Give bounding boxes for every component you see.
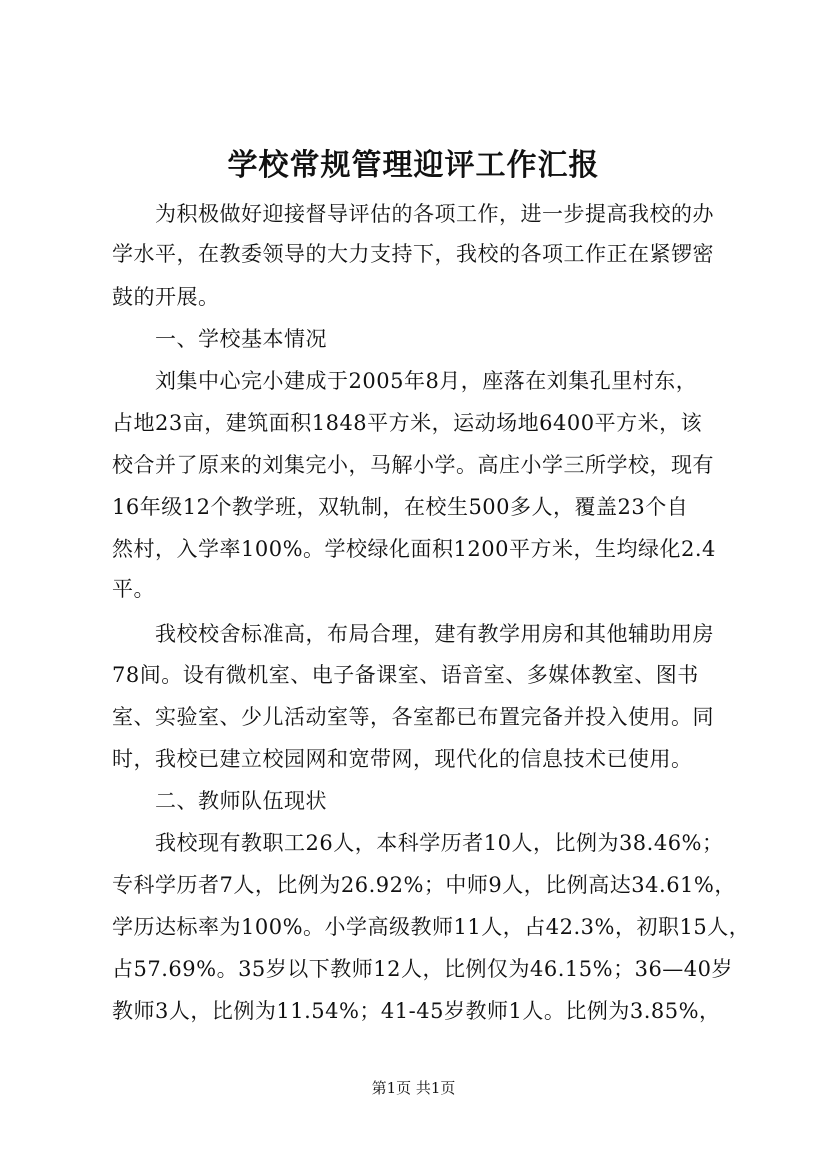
paragraph-line: 占57.69%。35岁以下教师12人，比例仅为46.15%；36—40岁 xyxy=(112,957,734,981)
paragraph-line: 刘集中心完小建成于2005年8月，座落在刘集孔里村东， xyxy=(155,369,698,393)
paragraph-line: 室、实验室、少儿活动室等，各室都已布置完备并投入使用。同 xyxy=(112,705,714,729)
paragraph-line: 鼓的开展。 xyxy=(112,285,220,309)
paragraph-line: 校合并了原来的刘集完小，马解小学。高庄小学三所学校，现有 xyxy=(112,453,714,477)
page-number: 第1页 共1页 xyxy=(371,1079,456,1097)
paragraph-line: 学历达标率为100%。小学高级教师11人，占42.3%，初职15人， xyxy=(112,915,751,939)
paragraph-line: 时，我校已建立校园网和宽带网，现代化的信息技术已使用。 xyxy=(112,747,693,771)
paragraph-line: 专科学历者7人，比例为26.92%；中师9人，比例高达34.61%， xyxy=(112,873,736,897)
section-heading: 一、学校基本情况 xyxy=(155,327,327,351)
paragraph-line: 我校现有教职工26人，本科学历者10人，比例为38.46%； xyxy=(155,831,724,855)
document-title: 学校常规管理迎评工作汇报 xyxy=(227,148,600,183)
paragraph-line: 学水平，在教委领导的大力支持下，我校的各项工作正在紧锣密 xyxy=(112,242,714,266)
paragraph-line: 占地23亩，建筑面积1848平方米，运动场地6400平方米，该 xyxy=(112,411,703,435)
paragraph-line: 我校校舍标准高，布局合理，建有教学用房和其他辅助用房 xyxy=(155,622,714,646)
section-heading: 二、教师队伍现状 xyxy=(155,789,327,813)
paragraph-line: 然村，入学率100%。学校绿化面积1200平方米，生均绿化2.4 xyxy=(112,537,716,561)
paragraph-line: 78间。设有微机室、电子备课室、语音室、多媒体教室、图书 xyxy=(112,663,699,687)
paragraph-line: 教师3人，比例为11.54%；41-45岁教师1人。比例为3.85%， xyxy=(112,999,721,1023)
paragraph-line: 平。 xyxy=(112,577,155,601)
paragraph-line: 16年级12个教学班，双轨制，在校生500多人，覆盖23个自 xyxy=(112,495,689,519)
paragraph-line: 为积极做好迎接督导评估的各项工作，进一步提高我校的办 xyxy=(155,202,714,226)
